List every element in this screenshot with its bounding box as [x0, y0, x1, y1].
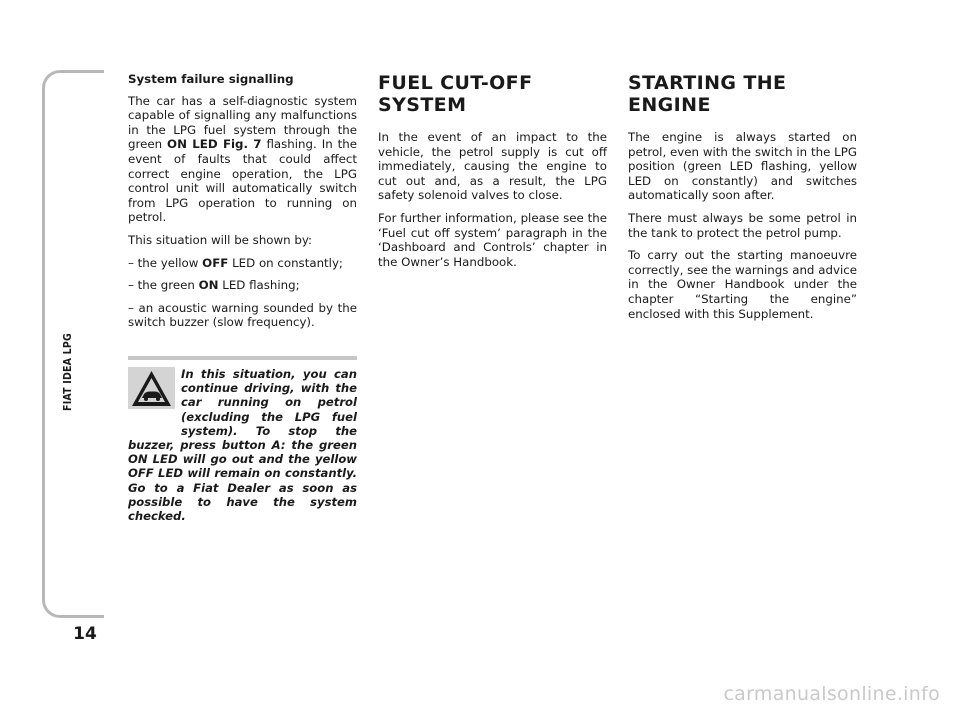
section-title	[628, 72, 857, 116]
list-item	[128, 256, 357, 271]
title-line: ENGINE	[628, 94, 711, 116]
paragraph: There must always be some petrol in the tank to protect the petrol pump.	[628, 210, 857, 240]
list-item	[128, 278, 357, 293]
warning-divider	[128, 356, 357, 360]
paragraph: The engine is always started on petrol, even with the switch in the LPG position (green LED flashing, yellow LED on constantly) and switches automatically soon after.	[628, 130, 857, 203]
column-system-failure	[128, 72, 357, 338]
led-label-on: ON	[198, 278, 219, 293]
section-heading: System failure signalling	[128, 72, 294, 86]
section-title: FUEL CUT-OFF SYSTEM	[378, 72, 533, 116]
text-run: The car has a self-diagnostic system capable of signalling any malfunctions in the LPG fuel system through the green	[128, 93, 357, 152]
side-section-label: FIAT IDEA LPG	[62, 333, 74, 411]
text-run: – the green	[128, 278, 199, 293]
warning-note	[128, 367, 357, 523]
paragraph: For further information, please see the ‘Fuel cut off system’ paragraph in the ‘Dashboard and Controls’ chapter in the Owner’s Handbook.	[378, 210, 607, 269]
paragraph: In the event of an impact to the vehicle, the petrol supply is cut off immediately, causing the engine to cut out and, as a result, the LPG safety solenoid valves to close.	[378, 130, 607, 203]
column-starting-engine	[628, 72, 857, 329]
paragraph: This situation will be shown by:	[128, 232, 312, 247]
page-number: 14	[73, 624, 97, 644]
text-run: LED flashing;	[218, 278, 300, 293]
title-line: STARTING THE	[628, 72, 787, 94]
text-run: – the yellow	[128, 255, 203, 270]
list-item: – an acoustic warning sounded by the switch buzzer (slow frequency).	[128, 300, 357, 330]
warning-text: In this situation, you can continue driving, with the car running on petrol (excluding the LPG fuel system). To stop the buzzer, press button A: the green ON LED will go out and the yellow OFF LED will remain on constantly. Go to a Fiat Dealer as soon as possible to have the system checked.	[128, 367, 357, 524]
led-label-off: OFF	[202, 255, 229, 270]
paragraph: To carry out the starting manoeuvre correctly, see the warnings and advice in the Owner Handbook under the chapter “Starting the engine” enclosed with this Supplement.	[628, 248, 857, 321]
watermark: carmanualsonline.info	[723, 683, 940, 705]
text-run: LED on constantly;	[228, 255, 343, 270]
led-reference: ON LED Fig. 7	[167, 137, 262, 152]
paragraph	[128, 94, 357, 225]
text-run: flashing. In the event of faults that could affect correct engine operation, the LPG control unit will automatically switch from LPG operation to running on petrol.	[128, 137, 358, 225]
column-fuel-cutoff	[378, 72, 607, 277]
